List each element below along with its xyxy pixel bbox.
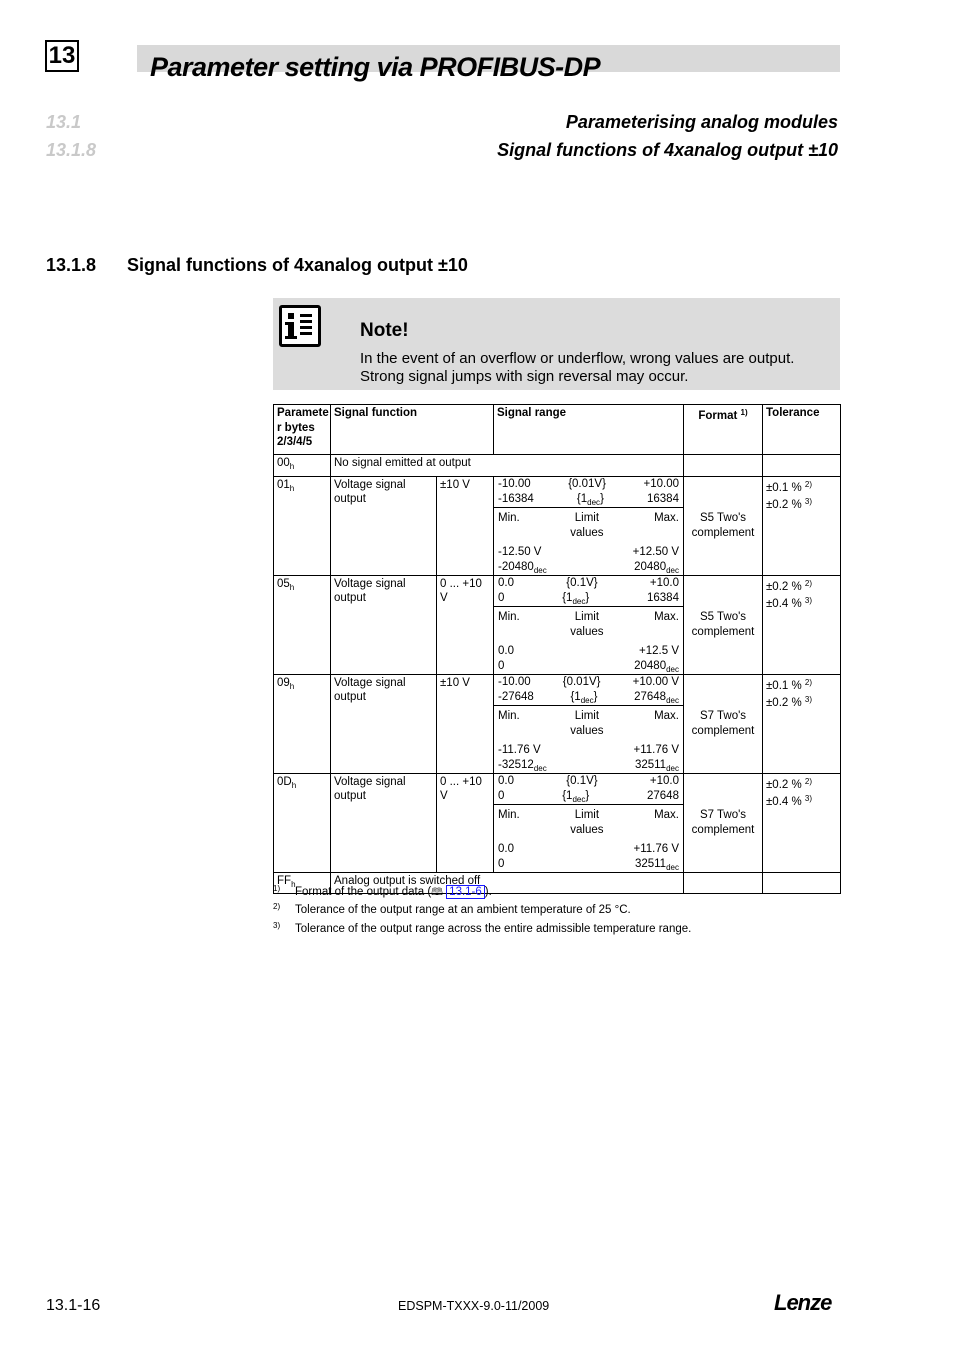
format-cell: S7 Two's complement — [684, 773, 763, 872]
footnote-ref: 2) — [804, 479, 813, 489]
format-cell — [684, 455, 763, 477]
limit-min-dec-value: -32512 — [498, 758, 534, 771]
footnote-3 — [273, 921, 691, 935]
note-title: Note! — [360, 320, 409, 341]
limit-min-dec-sub: dec — [533, 565, 547, 575]
tolerance-cell — [763, 773, 841, 872]
param-suffix: h — [289, 681, 295, 691]
range-max-dec-value: 27648 — [634, 690, 667, 703]
note-text: In the event of an overflow or underflow, wrong values are output. Strong signal jumps with sign reversal may occur. — [360, 350, 795, 385]
range-min: 0.0 — [498, 774, 514, 787]
info-icon — [279, 305, 321, 347]
chapter-number: 13 — [45, 40, 79, 72]
limit-min-volt: -12.50 V — [498, 545, 542, 558]
book-icon: 🕮 — [431, 887, 443, 898]
range-max: +10.0 — [649, 774, 679, 787]
param-value: 00 — [277, 457, 290, 469]
page-title: Parameter setting via PROFIBUS-DP — [150, 52, 601, 82]
footnote-mark: 2) — [273, 902, 281, 911]
subsection-title: Signal functions of 4xanalog output ±10 — [497, 140, 838, 160]
document-id: EDSPM-TXXX-9.0-11/2009 — [398, 1299, 550, 1313]
range-unit-value: {1 — [562, 591, 573, 604]
limit-min-dec — [498, 758, 547, 773]
tolerance-full-range: ±0.4 % — [766, 796, 802, 808]
tolerance-cell — [763, 476, 841, 575]
range-min: -10.00 — [498, 675, 531, 688]
tolerance-full-range: ±0.2 % — [766, 499, 802, 511]
footnote-ref: 3) — [804, 695, 813, 704]
range-unit — [562, 591, 589, 606]
range-unit-sub: dec — [572, 794, 586, 804]
range-unit-sub: dec — [572, 596, 586, 606]
range-unit-value: {1 — [570, 690, 581, 703]
format-cell: S7 Two's complement — [684, 674, 763, 773]
range-unit-end: } — [600, 492, 604, 505]
function-cell: Voltage signal output — [331, 476, 437, 575]
cross-reference-link[interactable]: 13.1-6 — [446, 885, 485, 899]
section-number: 13.1 — [46, 112, 82, 132]
limit-values-label: Limit values — [570, 511, 604, 539]
tolerance-ambient: ±0.2 % — [766, 778, 802, 791]
range-max-dec-value: 16384 — [647, 492, 679, 505]
limit-values-label: Limit values — [570, 610, 604, 638]
header-tolerance: Tolerance — [763, 405, 841, 455]
limit-min-dec-sub: dec — [533, 763, 547, 773]
footnote-ref: 3) — [804, 497, 813, 506]
format-cell: S5 Two's complement — [684, 476, 763, 575]
limit-max-dec-sub: dec — [666, 565, 679, 575]
function-cell: Voltage signal output — [331, 773, 437, 872]
signal-range-cell — [494, 575, 684, 674]
param-cell — [274, 575, 331, 674]
param-suffix: h — [289, 483, 295, 493]
signal-range-cell — [494, 476, 684, 575]
range-min-dec: 0 — [498, 789, 505, 802]
range-label-cell: 0 ... +10 V — [437, 773, 494, 872]
limit-max-label: Max. — [654, 808, 679, 821]
footnote-ref: 1) — [740, 408, 748, 417]
limit-max-volt: +11.76 V — [633, 842, 679, 855]
range-unit-end: } — [585, 591, 590, 604]
range-min-dec: -27648 — [498, 690, 534, 703]
brand-logo: Lenze — [774, 1290, 832, 1315]
section-heading — [46, 255, 468, 276]
footnote-ref: 3) — [804, 596, 813, 605]
param-value: FF — [277, 874, 292, 887]
range-max: +10.00 — [643, 477, 679, 490]
footnote-text: Tolerance of the output range across the entire admissible temperature range. — [295, 923, 692, 935]
function-cell: No signal emitted at output — [331, 455, 684, 477]
limit-min-label: Min. — [498, 709, 520, 722]
page-number: 13.1-16 — [46, 1297, 101, 1314]
limit-max-label: Max. — [654, 709, 679, 722]
param-cell — [274, 674, 331, 773]
range-unit-sub: dec — [587, 497, 601, 507]
limit-min-volt: 0.0 — [498, 644, 514, 657]
footnote-text: Format of the output data ( — [295, 886, 432, 898]
param-suffix: h — [291, 879, 296, 889]
limit-max-label: Max. — [654, 511, 679, 524]
tolerance-ambient: ±0.2 % — [766, 580, 802, 593]
heading-number: 13.1.8 — [46, 255, 97, 275]
range-max: +10.0 — [649, 576, 679, 589]
limit-min-label: Min. — [498, 808, 520, 821]
limit-min-label: Min. — [498, 610, 520, 623]
param-cell — [274, 455, 331, 477]
footnote-end: ). — [484, 886, 492, 898]
header-format-label: Format — [698, 410, 738, 422]
limit-max-dec-value: 20480 — [634, 659, 667, 672]
function-cell: Voltage signal output — [331, 674, 437, 773]
limit-max-dec-value: 32511 — [634, 758, 667, 771]
table-row — [274, 674, 841, 773]
format-cell — [684, 872, 763, 894]
range-unit-value: {1 — [562, 789, 573, 802]
tolerance-ambient: ±0.1 % — [766, 481, 802, 494]
signal-range-cell — [494, 773, 684, 872]
range-max-dec — [647, 789, 679, 804]
range-max-dec-value: 16384 — [647, 591, 679, 604]
range-unit — [570, 690, 597, 705]
footnote-1 — [273, 884, 492, 902]
subsection-number: 13.1.8 — [46, 140, 97, 160]
range-max-dec-sub: dec — [666, 695, 679, 705]
table-row — [274, 476, 841, 575]
limit-max-volt: +11.76 V — [633, 743, 679, 756]
range-min-dec: -16384 — [498, 492, 534, 505]
tolerance-cell — [763, 455, 841, 477]
limit-max-dec-sub: dec — [666, 862, 679, 872]
param-suffix: h — [289, 462, 295, 471]
param-cell — [274, 476, 331, 575]
tolerance-cell — [763, 575, 841, 674]
header-function: Signal function — [331, 405, 494, 455]
footnote-2 — [273, 902, 631, 916]
range-resolution: {0.01V} — [562, 675, 601, 688]
tolerance-cell — [763, 674, 841, 773]
limit-max-dec — [634, 560, 679, 575]
section-title: Parameterising analog modules — [565, 112, 838, 132]
range-label-cell: 0 ... +10 V — [437, 575, 494, 674]
range-max-dec — [647, 492, 679, 507]
function-cell: Analog output is switched off — [331, 872, 684, 894]
table-header-row — [274, 405, 841, 455]
footnote-ref: 2) — [804, 677, 813, 687]
tolerance-ambient: ±0.1 % — [766, 679, 802, 692]
limit-values-label: Limit values — [570, 808, 604, 836]
header-format — [684, 405, 763, 455]
tolerance-full-range: ±0.2 % — [766, 697, 802, 709]
range-min-dec: 0 — [498, 591, 505, 604]
range-resolution: {0.1V} — [566, 774, 598, 787]
param-value: 05 — [277, 577, 290, 590]
range-resolution: {0.1V} — [566, 576, 598, 589]
limit-min-dec-value: 0 — [498, 659, 505, 672]
signal-function-table — [273, 404, 841, 894]
limit-values-label: Limit values — [570, 709, 604, 737]
limit-max-dec — [635, 857, 679, 872]
tolerance-cell — [763, 872, 841, 894]
limit-max-volt: +12.5 V — [639, 644, 679, 657]
range-max: +10.00 V — [632, 675, 679, 688]
range-unit — [562, 789, 589, 804]
range-max-dec — [647, 591, 679, 606]
header-param: Paramete r bytes 2/3/4/5 — [274, 405, 331, 455]
limit-max-volt: +12.50 V — [632, 545, 679, 558]
limit-min-volt: -11.76 V — [498, 743, 541, 756]
format-cell: S5 Two's complement — [684, 575, 763, 674]
limit-max-dec — [634, 659, 679, 674]
limit-min-dec-value: 0 — [498, 857, 505, 870]
heading-title: Signal functions of 4xanalog output ±10 — [127, 255, 468, 275]
range-label-cell: ±10 V — [437, 674, 494, 773]
function-cell: Voltage signal output — [331, 575, 437, 674]
range-resolution: {0.01V} — [568, 477, 606, 490]
limit-min-label: Min. — [498, 511, 520, 524]
limit-min-dec — [498, 560, 547, 575]
footnote-ref: 2) — [804, 578, 813, 588]
footnote-mark: 1) — [273, 884, 281, 893]
range-label-cell: ±10 V — [437, 476, 494, 575]
table-row — [274, 773, 841, 872]
limit-max-dec-value: 20480 — [634, 560, 667, 573]
footnote-mark: 3) — [273, 921, 281, 930]
footnote-ref: 3) — [804, 794, 813, 803]
range-unit-value: {1 — [576, 492, 588, 505]
limit-min-dec — [498, 659, 504, 674]
range-min: 0.0 — [498, 576, 514, 589]
limit-max-dec — [635, 758, 679, 773]
tolerance-full-range: ±0.4 % — [766, 598, 802, 610]
range-unit-end: } — [593, 690, 598, 703]
limit-max-label: Max. — [654, 610, 679, 623]
param-value: 09 — [277, 676, 290, 689]
param-value: 0D — [277, 775, 292, 788]
footnote-ref: 2) — [804, 776, 813, 786]
limit-max-dec-sub: dec — [666, 664, 679, 674]
limit-min-dec — [498, 857, 504, 872]
table-row — [274, 455, 841, 477]
range-min: -10.00 — [498, 477, 531, 490]
range-unit — [577, 492, 604, 507]
range-max-dec-value: 27648 — [647, 789, 679, 802]
header-range: Signal range — [494, 405, 684, 455]
range-unit-sub: dec — [580, 695, 594, 705]
range-max-dec — [634, 690, 679, 705]
signal-range-cell — [494, 674, 684, 773]
param-value: 01 — [277, 478, 290, 491]
limit-min-dec-value: -20480 — [498, 560, 534, 573]
table-row — [274, 575, 841, 674]
limit-min-volt: 0.0 — [498, 842, 514, 855]
range-unit-end: } — [585, 789, 590, 802]
limit-max-dec-value: 32511 — [634, 857, 667, 870]
param-cell — [274, 773, 331, 872]
footnote-text: Tolerance of the output range at an ambient temperature of 25 °C. — [295, 904, 631, 916]
param-suffix: h — [289, 582, 295, 592]
limit-max-dec-sub: dec — [666, 763, 679, 773]
param-suffix: h — [291, 780, 297, 790]
